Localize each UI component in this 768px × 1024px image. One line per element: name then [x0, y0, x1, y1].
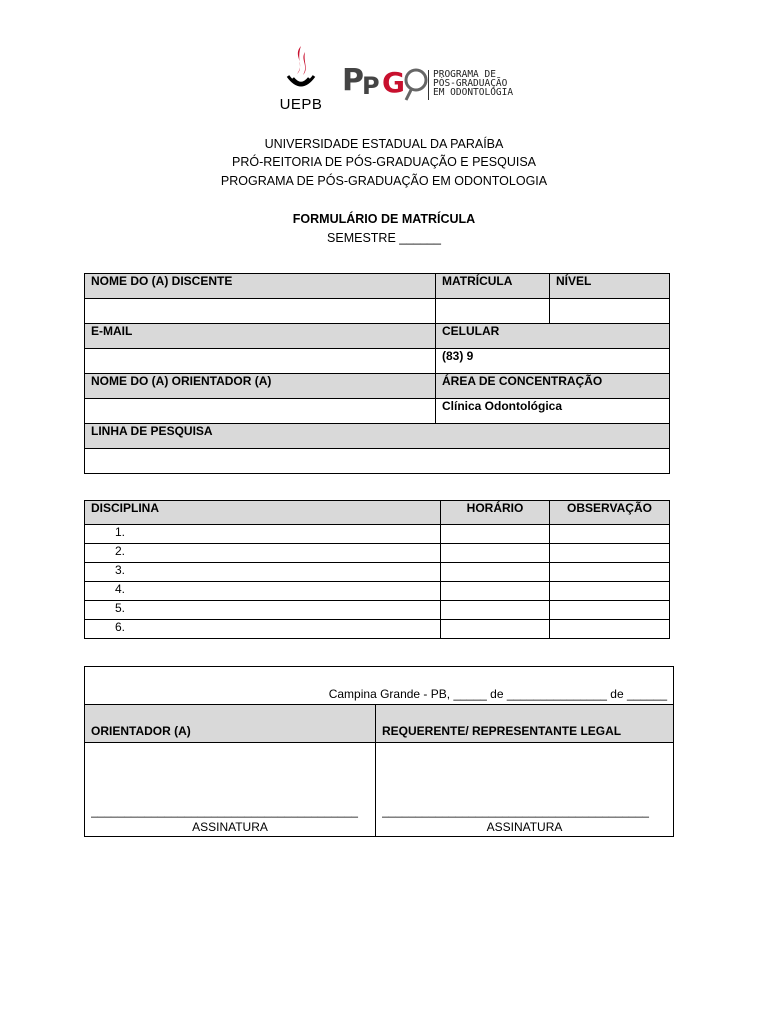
observation-cell[interactable]: [550, 544, 670, 563]
schedule-cell[interactable]: [441, 601, 550, 620]
svg-text:P: P: [362, 72, 380, 100]
ppgo-divider: [428, 70, 429, 100]
ppgo-subtitle: [433, 70, 513, 97]
program-name: PROGRAMA DE PÓS-GRADUAÇÃO EM ODONTOLOGIA: [220, 174, 548, 188]
student-name-label: NOME DO (A) DISCENTE: [85, 274, 436, 299]
email-label: E-MAIL: [85, 324, 436, 349]
advisor-signature-area[interactable]: [85, 743, 376, 837]
concentration-area-field[interactable]: Clínica Odontológica: [436, 399, 670, 424]
table-row: [85, 582, 670, 601]
disciplines-table: [84, 500, 670, 639]
schedule-cell[interactable]: [441, 582, 550, 601]
advisor-signature-caption: ASSINATURA: [192, 820, 268, 834]
table-row: [85, 601, 670, 620]
ppgo-subtitle-line: PROGRAMA DE: [433, 69, 496, 80]
advisor-signature-label: ORIENTADOR (A): [85, 705, 376, 743]
table-row: [85, 620, 670, 639]
form-title: FORMULÁRIO DE MATRÍCULA: [292, 212, 476, 226]
observation-cell[interactable]: [550, 601, 670, 620]
schedule-cell[interactable]: [441, 544, 550, 563]
observation-cell[interactable]: [550, 620, 670, 639]
discipline-cell[interactable]: 2.: [85, 544, 441, 563]
university-name: UNIVERSIDADE ESTADUAL DA PARAÍBA: [264, 137, 504, 151]
student-name-field[interactable]: [85, 299, 436, 324]
ppgo-subtitle-line: EM ODONTOLOGIA: [433, 87, 514, 98]
ppgo-subtitle-line: PÓS-GRADUAÇÃO: [433, 78, 508, 89]
svg-text:G: G: [382, 66, 405, 99]
observation-cell[interactable]: [550, 582, 670, 601]
student-info-table: [84, 273, 670, 474]
table-row: [85, 544, 670, 563]
observation-cell[interactable]: [550, 563, 670, 582]
research-line-field[interactable]: [85, 449, 670, 474]
registration-label: MATRÍCULA: [436, 274, 550, 299]
signature-table: [84, 666, 674, 837]
phone-label: CELULAR: [436, 324, 670, 349]
advisor-name-label: NOME DO (A) ORIENTADOR (A): [85, 374, 436, 399]
applicant-signature-caption: ASSINATURA: [486, 820, 563, 834]
observation-header: OBSERVAÇÃO: [550, 501, 670, 525]
research-line-label: LINHA DE PESQUISA: [85, 424, 670, 449]
semester-field: SEMESTRE ______: [327, 231, 441, 245]
schedule-cell[interactable]: [441, 620, 550, 639]
concentration-area-label: ÁREA DE CONCENTRAÇÃO: [436, 374, 670, 399]
discipline-cell[interactable]: 3.: [85, 563, 441, 582]
advisor-signature-line: ________________________________________: [91, 804, 358, 818]
discipline-cell[interactable]: 6.: [85, 620, 441, 639]
schedule-header: HORÁRIO: [441, 501, 550, 525]
svg-text:P: P: [342, 63, 364, 98]
observation-cell[interactable]: [550, 525, 670, 544]
schedule-cell[interactable]: [441, 525, 550, 544]
discipline-cell[interactable]: 5.: [85, 601, 441, 620]
place-date-field[interactable]: Campina Grande - PB, _____ de _______________ de ______: [85, 667, 674, 705]
email-field[interactable]: [85, 349, 436, 374]
advisor-name-field[interactable]: [85, 399, 436, 424]
discipline-cell[interactable]: 4.: [85, 582, 441, 601]
table-row: [85, 525, 670, 544]
pro-rectory-name: PRÓ-REITORIA DE PÓS-GRADUAÇÃO E PESQUISA: [232, 155, 536, 169]
applicant-signature-area[interactable]: [376, 743, 674, 837]
schedule-cell[interactable]: [441, 563, 550, 582]
table-row: [85, 563, 670, 582]
discipline-header: DISCIPLINA: [85, 501, 441, 525]
applicant-signature-label: REQUERENTE/ REPRESENTANTE LEGAL: [376, 705, 674, 743]
uepb-logo-text: UEPB: [279, 96, 323, 113]
level-field[interactable]: [550, 299, 670, 324]
level-label: NÍVEL: [550, 274, 670, 299]
ppgo-logo-icon: [342, 60, 432, 104]
phone-field[interactable]: (83) 9: [436, 349, 670, 374]
discipline-cell[interactable]: 1.: [85, 525, 441, 544]
applicant-signature-line: ________________________________________: [382, 804, 649, 818]
registration-field[interactable]: [436, 299, 550, 324]
